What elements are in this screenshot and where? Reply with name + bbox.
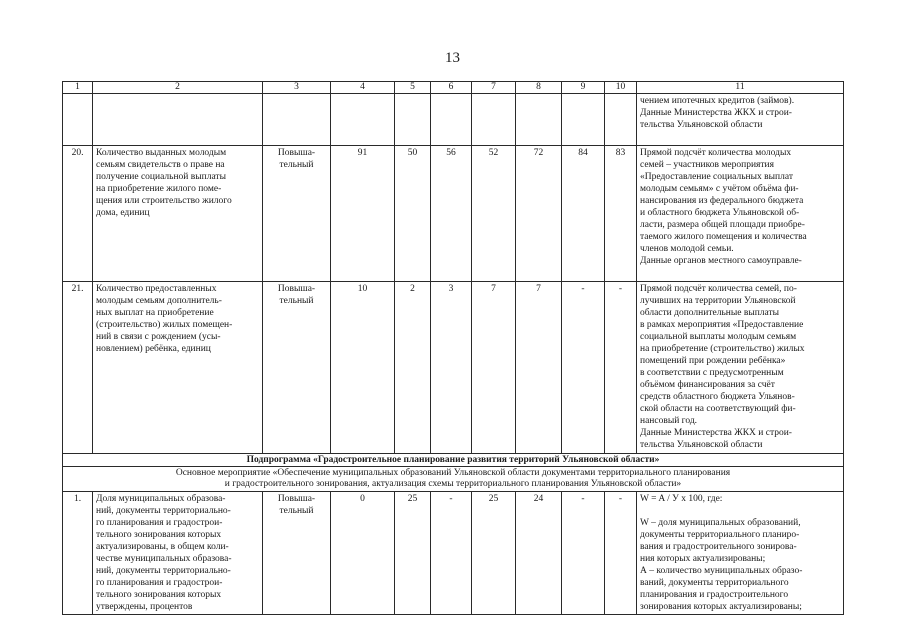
- indicator-type: [263, 492, 331, 615]
- row-number: 20.: [63, 146, 93, 282]
- indicator-type: [263, 282, 331, 454]
- value-cell: 10: [331, 282, 395, 454]
- column-header: 1: [63, 82, 93, 94]
- source-line: на приобретение (строительство) жилых: [640, 344, 805, 354]
- value-cell: 7: [472, 282, 516, 454]
- source-line: Данные органов местного самоуправле-: [640, 256, 802, 266]
- value-cell: 50: [395, 146, 431, 282]
- column-header: 6: [431, 82, 472, 94]
- name-line: ных выплат на приобретение: [96, 308, 214, 318]
- column-header: 11: [637, 82, 844, 94]
- name-line: тельного зонирования которых: [96, 590, 222, 600]
- column-header: 4: [331, 82, 395, 94]
- name-line: на приобретение жилого поме-: [96, 184, 222, 194]
- name-line: новлением) ребёнка, единиц: [96, 344, 211, 354]
- value-cell: -: [562, 282, 605, 454]
- type-line: Повыша-: [277, 284, 316, 294]
- source-line: области дополнительные выплаты: [640, 308, 780, 318]
- source-line: Прямой подсчёт количества молодых: [640, 148, 792, 158]
- subprogram-row: [63, 454, 844, 467]
- main-event-line: и градостроительного зонирования, актуализация схемы территориального планирования Ульяновской области»: [224, 479, 682, 489]
- source-line: молодым семьям» с учётом объёма фи-: [640, 184, 799, 194]
- name-line: го планирования и градострои-: [96, 518, 223, 528]
- source-line: тельства Ульяновской области: [640, 440, 763, 450]
- indicators-table: [62, 81, 844, 615]
- source-line: объёмом финансирования за счёт: [640, 380, 775, 390]
- source-line: ния которых актуализированы;: [640, 554, 766, 564]
- column-header-row: [63, 82, 844, 94]
- name-line: Количество выданных молодым: [96, 148, 227, 158]
- source-line: помещений при рождении ребёнка»: [640, 356, 786, 366]
- column-header: 9: [562, 82, 605, 94]
- main-event-line: Основное мероприятие «Обеспечение муниципальных образований Ульяновской области документами территориального планирования: [175, 468, 731, 478]
- name-line: дома, единиц: [96, 208, 150, 218]
- name-line: ний, документы территориально-: [96, 566, 231, 576]
- source-line: Данные Министерства ЖКХ и строи-: [640, 428, 792, 438]
- source-line: зонирования которых актуализированы;: [640, 602, 802, 612]
- value-cell: 84: [562, 146, 605, 282]
- subprogram-title: Подпрограмма «Градостроительное планирование развития территорий Ульяновской области»: [63, 454, 844, 467]
- name-line: Доля муниципальных образова-: [96, 494, 226, 504]
- value-cell: 52: [472, 146, 516, 282]
- source-cell: [637, 492, 844, 615]
- source-line: социальной выплаты молодым семьям: [640, 332, 797, 342]
- value-cell: 91: [331, 146, 395, 282]
- type-line: Повыша-: [277, 494, 316, 504]
- name-line: ний в связи с рождением (усы-: [96, 332, 221, 342]
- source-cell: [637, 94, 844, 146]
- table-row-21: [63, 282, 844, 454]
- source-line: членов молодой семьи.: [640, 244, 734, 254]
- value-cell: 24: [516, 492, 562, 615]
- table-row-20: [63, 146, 844, 282]
- name-line: тельного зонирования которых: [96, 530, 222, 540]
- source-line: чением ипотечных кредитов (займов).: [640, 96, 795, 106]
- value-cell: -: [431, 492, 472, 615]
- row-number: 21.: [63, 282, 93, 454]
- type-line: тельный: [279, 506, 314, 516]
- column-header: 2: [93, 82, 263, 94]
- name-line: получение социальной выплаты: [96, 172, 226, 182]
- indicator-name: [93, 146, 263, 282]
- source-line: «Предоставление социальных выплат: [640, 172, 793, 182]
- value-cell: 83: [605, 146, 637, 282]
- value-cell: -: [605, 282, 637, 454]
- value-cell: 25: [472, 492, 516, 615]
- source-line: А – количество муниципальных образо-: [640, 566, 803, 576]
- name-line: утверждены, процентов: [96, 602, 193, 612]
- value-cell: 72: [516, 146, 562, 282]
- source-line: лучивших на территории Ульяновской: [640, 296, 796, 306]
- source-line: ваний, документы территориального: [640, 578, 789, 588]
- source-line: W – доля муниципальных образований,: [640, 518, 801, 528]
- indicator-name: [93, 282, 263, 454]
- column-header: 5: [395, 82, 431, 94]
- source-line: тельства Ульяновской области: [640, 120, 763, 130]
- name-line: семьям свидетельств о праве на: [96, 160, 225, 170]
- indicator-type: [263, 146, 331, 282]
- main-event-row: [63, 467, 844, 492]
- column-header: 7: [472, 82, 516, 94]
- main-event-cell: [63, 467, 844, 492]
- source-line: нансирования из федерального бюджета: [640, 196, 804, 206]
- source-cell: [637, 282, 844, 454]
- column-header: 3: [263, 82, 331, 94]
- source-line: в соответствии с предусмотренным: [640, 368, 784, 378]
- value-cell: 2: [395, 282, 431, 454]
- source-cell: [637, 146, 844, 282]
- source-line: нансовый год.: [640, 416, 698, 426]
- name-line: Количество предоставленных: [96, 284, 217, 294]
- value-cell: 0: [331, 492, 395, 615]
- source-line: документы территориального планиро-: [640, 530, 800, 540]
- name-line: честве муниципальных образова-: [96, 554, 232, 564]
- type-line: тельный: [279, 160, 314, 170]
- value-cell: 56: [431, 146, 472, 282]
- source-line: средств областного бюджета Ульянов-: [640, 392, 795, 402]
- table-row-continued: [63, 94, 844, 146]
- value-cell: 7: [516, 282, 562, 454]
- value-cell: -: [562, 492, 605, 615]
- type-line: Повыша-: [277, 148, 316, 158]
- source-line: [640, 505, 840, 517]
- name-line: ний, документы территориально-: [96, 506, 231, 516]
- indicator-name: [93, 492, 263, 615]
- type-line: тельный: [279, 296, 314, 306]
- value-cell: 3: [431, 282, 472, 454]
- name-line: (строительство) жилых помещен-: [96, 320, 233, 330]
- value-cell: 25: [395, 492, 431, 615]
- page-number: 13: [445, 50, 460, 66]
- source-line: семей – участников мероприятия: [640, 160, 775, 170]
- value-cell: -: [605, 492, 637, 615]
- source-line: таемого жилого помещения и количества: [640, 232, 807, 242]
- name-line: молодым семьям дополнитель-: [96, 296, 222, 306]
- column-header: 8: [516, 82, 562, 94]
- source-line: Прямой подсчёт количества семей, по-: [640, 284, 797, 294]
- row-number: 1.: [63, 492, 93, 615]
- source-line: Данные Министерства ЖКХ и строи-: [640, 108, 792, 118]
- source-line: вания и градостроительного зонирова-: [640, 542, 797, 552]
- column-header: 10: [605, 82, 637, 94]
- source-line: ской области на соответствующий фи-: [640, 404, 796, 414]
- name-line: го планирования и градострои-: [96, 578, 223, 588]
- source-line: и областного бюджета Ульяновской об-: [640, 208, 800, 218]
- name-line: актуализированы, в общем коли-: [96, 542, 229, 552]
- table-row-1: [63, 492, 844, 615]
- source-line: в рамках мероприятия «Предоставление: [640, 320, 804, 330]
- name-line: щения или строительство жилого: [96, 196, 232, 206]
- source-line: W = A / У x 100, где:: [640, 494, 723, 504]
- source-line: планирования и градостроительного: [640, 590, 789, 600]
- source-line: ласти, размера общей площади приобре-: [640, 220, 805, 230]
